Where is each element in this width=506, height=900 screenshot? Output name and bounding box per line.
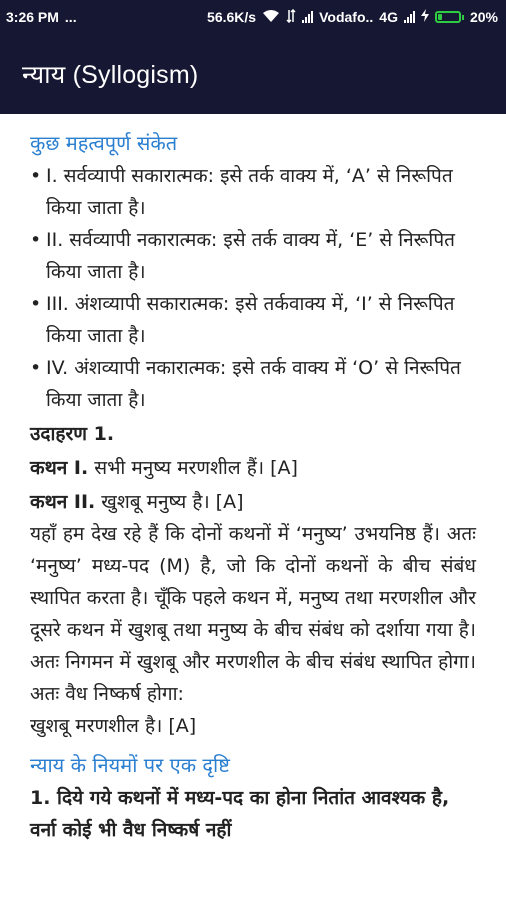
charging-icon — [421, 9, 429, 25]
list-item: • IV. अंशव्यापी नकारात्मक: इसे तर्क वाक्य में ‘O’ से निरूपित किया जाता है। — [30, 352, 476, 416]
conclusion: खुशबू मरणशील है। [A] — [30, 715, 197, 737]
clock: 3:26 PM — [6, 9, 59, 25]
explanation-paragraph: यहाँ हम देख रहे हैं कि दोनों कथनों में ‘मनुष्य’ उभयनिष्ठ हैं। अतः ‘मनुष्य’ मध्य-पद (M) है, जो कि दोनों कथनों के बीच संबंध स्थापित करता है। चूँकि पहले कथन में, मनुष्य तथा मरणशील और दूसरे कथन में खुशबू तथा मनुष्य के बीच संबंध को दर्शाया गया है। अतः निगमन में खुशबू और मरणशील के बीच संबंध स्थापित होगा। अतः वैध निष्कर्ष होगा: — [30, 523, 476, 705]
statement-1-label: कथन I. — [30, 457, 89, 479]
section-title: कुछ महत्वपूर्ण संकेत — [30, 131, 178, 155]
list-item: • III. अंशव्यापी सकारात्मक: इसे तर्कवाक्य में, ‘I’ से निरूपित किया जाता है। — [30, 288, 476, 352]
wifi-icon — [262, 9, 280, 26]
statement-1-text: सभी मनुष्य मरणशील हैं। [A] — [88, 457, 298, 479]
statement-2-label: कथन II. — [30, 491, 96, 513]
signal-icon-sim1 — [302, 11, 313, 23]
app-bar — [0, 34, 506, 114]
notification-dots: ... — [64, 9, 77, 25]
status-right — [207, 9, 498, 26]
statement-2-text: खुशबू मनुष्य है। [A] — [95, 491, 244, 513]
list-item: • I. सर्वव्यापी सकारात्मक: इसे तर्क वाक्य में, ‘A’ से निरूपित किया जाता है। — [30, 160, 476, 224]
example-title: उदाहरण 1. — [30, 423, 115, 445]
statement-1 — [30, 452, 476, 484]
status-left — [6, 9, 77, 25]
rules-list — [30, 160, 476, 416]
status-bar — [0, 0, 506, 34]
signal-icon-sim2 — [404, 11, 415, 23]
rule-1: 1. दिये गये कथनों में मध्य-पद का होना नितांत आवश्यक है, वर्ना कोई भी वैध निष्कर्ष नहीं — [30, 787, 450, 841]
rules-section-title: न्याय के नियमों पर एक दृष्टि — [30, 753, 230, 777]
battery-percent: 20% — [469, 9, 498, 25]
data-transfer-icon — [286, 9, 296, 26]
page-title: न्याय (Syllogism) — [22, 61, 199, 89]
article-content[interactable] — [0, 114, 506, 846]
statement-2 — [30, 486, 476, 518]
network-speed: 56.6K/s — [207, 9, 257, 25]
carrier-name: Vodafo.. — [319, 9, 374, 25]
list-item: • II. सर्वव्यापी नकारात्मक: इसे तर्क वाक्य में, ‘E’ से निरूपित किया जाता है। — [30, 224, 476, 288]
battery-icon — [435, 11, 464, 23]
network-type: 4G — [379, 9, 398, 25]
